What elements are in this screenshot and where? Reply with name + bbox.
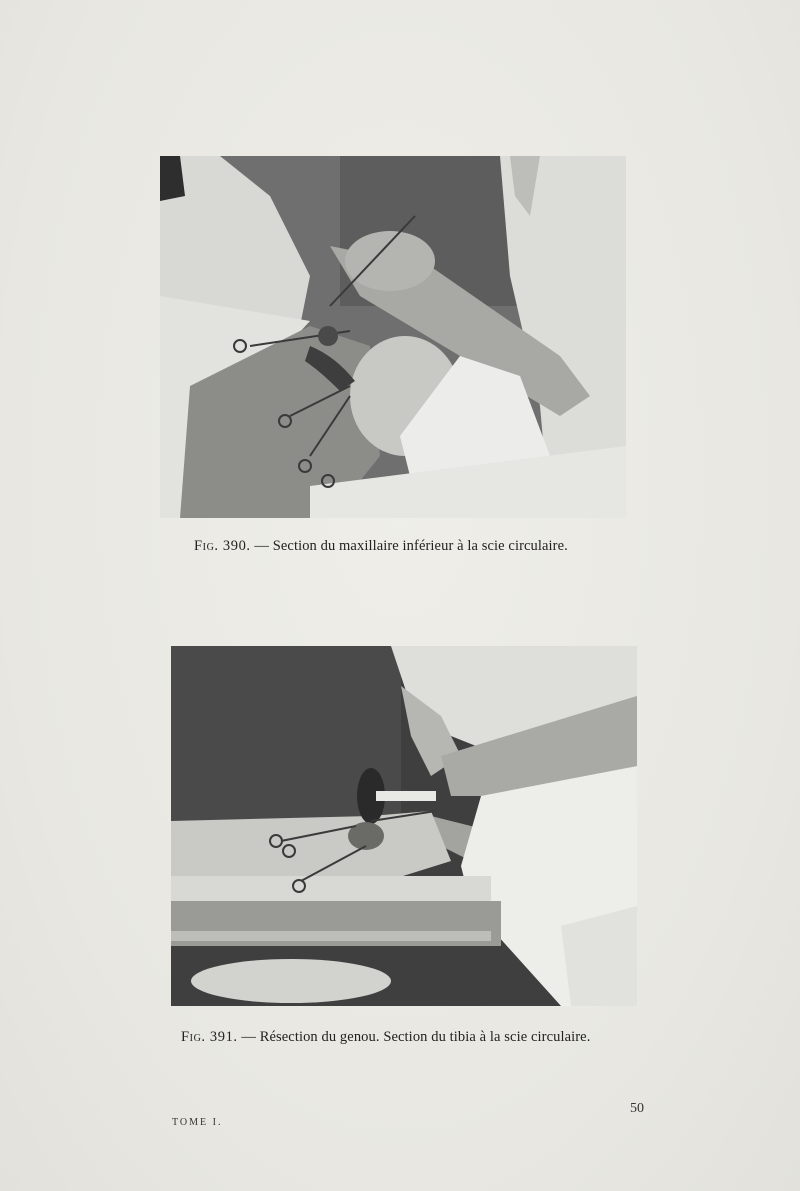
page-number: 50 <box>630 1101 644 1116</box>
figure-390-label: Fig. 390. <box>194 538 251 554</box>
figure-390-image <box>160 156 626 518</box>
figure-391-image <box>171 646 637 1006</box>
figure-391-photograph <box>171 646 637 1006</box>
volume-marker: TOME I. <box>172 1117 223 1128</box>
figure-391-label: Fig. 391. <box>181 1029 238 1045</box>
figure-391-caption-text: — Résection du genou. Section du tibia à la scie circulaire. <box>237 1029 591 1045</box>
figure-390-caption-text: — Section du maxillaire inférieur à la scie circulaire. <box>250 538 568 554</box>
figure-390-photograph <box>160 156 626 518</box>
figure-390-caption <box>194 538 568 555</box>
figure-391-caption <box>181 1029 590 1046</box>
